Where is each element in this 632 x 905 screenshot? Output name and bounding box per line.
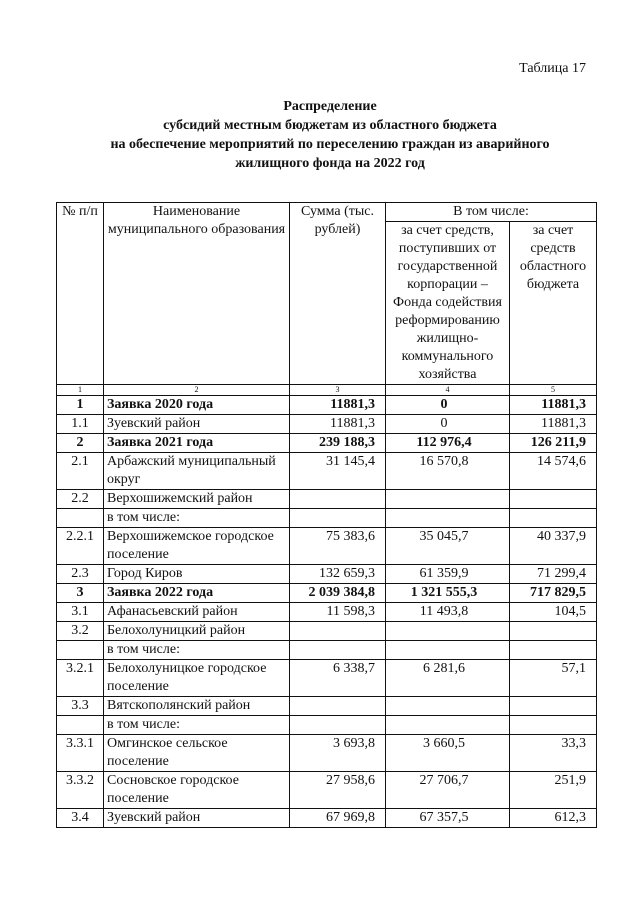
table-row [57, 716, 597, 735]
row-name: Зуевский район [104, 415, 290, 434]
table-body [57, 396, 597, 828]
row-sum: 67 969,8 [290, 809, 386, 828]
row-number: 3.4 [57, 809, 104, 828]
row-from-region: 251,9 [510, 772, 597, 809]
row-from-region [510, 697, 597, 716]
row-name: Заявка 2022 года [104, 584, 290, 603]
table-row [57, 603, 597, 622]
row-from-region: 104,5 [510, 603, 597, 622]
row-name: Омгинское сельское поселение [104, 735, 290, 772]
row-number [57, 509, 104, 528]
row-from-corporation: 27 706,7 [386, 772, 510, 809]
table-row [57, 809, 597, 828]
row-sum: 3 693,8 [290, 735, 386, 772]
row-sum: 239 188,3 [290, 434, 386, 453]
row-name: в том числе: [104, 509, 290, 528]
row-from-corporation: 1 321 555,3 [386, 584, 510, 603]
row-from-corporation: 112 976,4 [386, 434, 510, 453]
row-sum [290, 622, 386, 641]
row-number: 1 [57, 396, 104, 415]
row-name: Арбажский муниципальный округ [104, 453, 290, 490]
row-from-corporation: 0 [386, 415, 510, 434]
row-sum: 11 598,3 [290, 603, 386, 622]
row-number: 2.3 [57, 565, 104, 584]
row-number: 3.3 [57, 697, 104, 716]
row-name: Зуевский район [104, 809, 290, 828]
header-including: В том числе: [386, 203, 597, 222]
row-name: Белохолуницкий район [104, 622, 290, 641]
row-from-corporation [386, 622, 510, 641]
row-from-region: 11881,3 [510, 396, 597, 415]
row-number: 3.1 [57, 603, 104, 622]
table-row [57, 697, 597, 716]
row-sum: 75 383,6 [290, 528, 386, 565]
row-sum [290, 509, 386, 528]
row-number: 3.3.1 [57, 735, 104, 772]
column-index: 3 [290, 385, 386, 396]
row-sum: 11881,3 [290, 415, 386, 434]
row-name: Белохолуницкое городское поселение [104, 660, 290, 697]
row-from-corporation: 16 570,8 [386, 453, 510, 490]
header-sum: Сумма (тыс. рублей) [290, 203, 386, 385]
row-from-corporation: 35 045,7 [386, 528, 510, 565]
row-from-region: 126 211,9 [510, 434, 597, 453]
table-number-label: Таблица 17 [519, 61, 586, 76]
row-number: 3.3.2 [57, 772, 104, 809]
row-name: Заявка 2021 года [104, 434, 290, 453]
row-name: Вятскополянский район [104, 697, 290, 716]
header-name: Наименование муниципального образования [104, 203, 290, 385]
row-from-corporation [386, 697, 510, 716]
subsidy-table [56, 202, 597, 828]
table-row [57, 772, 597, 809]
header-from-region: за счет средств областного бюджета [510, 222, 597, 385]
row-sum [290, 641, 386, 660]
table-row [57, 622, 597, 641]
heading-line: субсидий местным бюджетам из областного бюджета [163, 118, 497, 133]
column-index-row [57, 385, 597, 396]
row-from-corporation: 3 660,5 [386, 735, 510, 772]
row-number: 3.2.1 [57, 660, 104, 697]
heading-line: Распределение [283, 99, 377, 114]
row-from-corporation: 11 493,8 [386, 603, 510, 622]
row-from-region: 40 337,9 [510, 528, 597, 565]
row-from-region: 71 299,4 [510, 565, 597, 584]
row-sum [290, 697, 386, 716]
table-row [57, 453, 597, 490]
row-from-corporation: 0 [386, 396, 510, 415]
row-number: 2.2 [57, 490, 104, 509]
row-sum: 132 659,3 [290, 565, 386, 584]
row-name: в том числе: [104, 716, 290, 735]
row-name: Верхошижемский район [104, 490, 290, 509]
row-name: Сосновское городское поселение [104, 772, 290, 809]
row-sum: 6 338,7 [290, 660, 386, 697]
row-from-region [510, 622, 597, 641]
row-from-region [510, 509, 597, 528]
header-num: № п/п [57, 203, 104, 385]
table-row [57, 641, 597, 660]
row-number: 3.2 [57, 622, 104, 641]
row-name: Верхошижемское городское поселение [104, 528, 290, 565]
row-name: Город Киров [104, 565, 290, 584]
row-from-corporation [386, 641, 510, 660]
table-row [57, 434, 597, 453]
row-from-region: 14 574,6 [510, 453, 597, 490]
header-from-corporation: за счет средств, поступивших от государственной корпорации – Фонда содействия реформированию жилищно-коммунального хозяйства [386, 222, 510, 385]
row-name: в том числе: [104, 641, 290, 660]
row-sum [290, 716, 386, 735]
row-number: 2.2.1 [57, 528, 104, 565]
heading-line: жилищного фонда на 2022 год [235, 156, 425, 171]
row-from-corporation: 6 281,6 [386, 660, 510, 697]
table-row [57, 735, 597, 772]
row-sum: 31 145,4 [290, 453, 386, 490]
row-from-region [510, 490, 597, 509]
column-index: 5 [510, 385, 597, 396]
row-name: Афанасьевский район [104, 603, 290, 622]
document-heading [40, 97, 620, 173]
row-from-region: 33,3 [510, 735, 597, 772]
row-from-corporation: 61 359,9 [386, 565, 510, 584]
row-from-corporation [386, 716, 510, 735]
heading-line: на обеспечение мероприятий по переселению граждан из аварийного [110, 137, 550, 152]
row-number: 2 [57, 434, 104, 453]
row-number [57, 716, 104, 735]
row-number: 3 [57, 584, 104, 603]
row-from-region [510, 641, 597, 660]
table-row [57, 660, 597, 697]
table-row [57, 565, 597, 584]
table-row [57, 509, 597, 528]
row-from-region: 717 829,5 [510, 584, 597, 603]
row-from-corporation: 67 357,5 [386, 809, 510, 828]
row-sum [290, 490, 386, 509]
row-from-corporation [386, 509, 510, 528]
column-index: 2 [104, 385, 290, 396]
row-sum: 27 958,6 [290, 772, 386, 809]
row-from-region [510, 716, 597, 735]
table-row [57, 490, 597, 509]
table-row [57, 396, 597, 415]
row-sum: 2 039 384,8 [290, 584, 386, 603]
row-number [57, 641, 104, 660]
table-row [57, 584, 597, 603]
table-row [57, 415, 597, 434]
column-index: 4 [386, 385, 510, 396]
row-from-region: 11881,3 [510, 415, 597, 434]
row-from-region: 57,1 [510, 660, 597, 697]
row-sum: 11881,3 [290, 396, 386, 415]
row-name: Заявка 2020 года [104, 396, 290, 415]
row-from-corporation [386, 490, 510, 509]
row-number: 1.1 [57, 415, 104, 434]
column-index: 1 [57, 385, 104, 396]
row-number: 2.1 [57, 453, 104, 490]
row-from-region: 612,3 [510, 809, 597, 828]
table-row [57, 528, 597, 565]
